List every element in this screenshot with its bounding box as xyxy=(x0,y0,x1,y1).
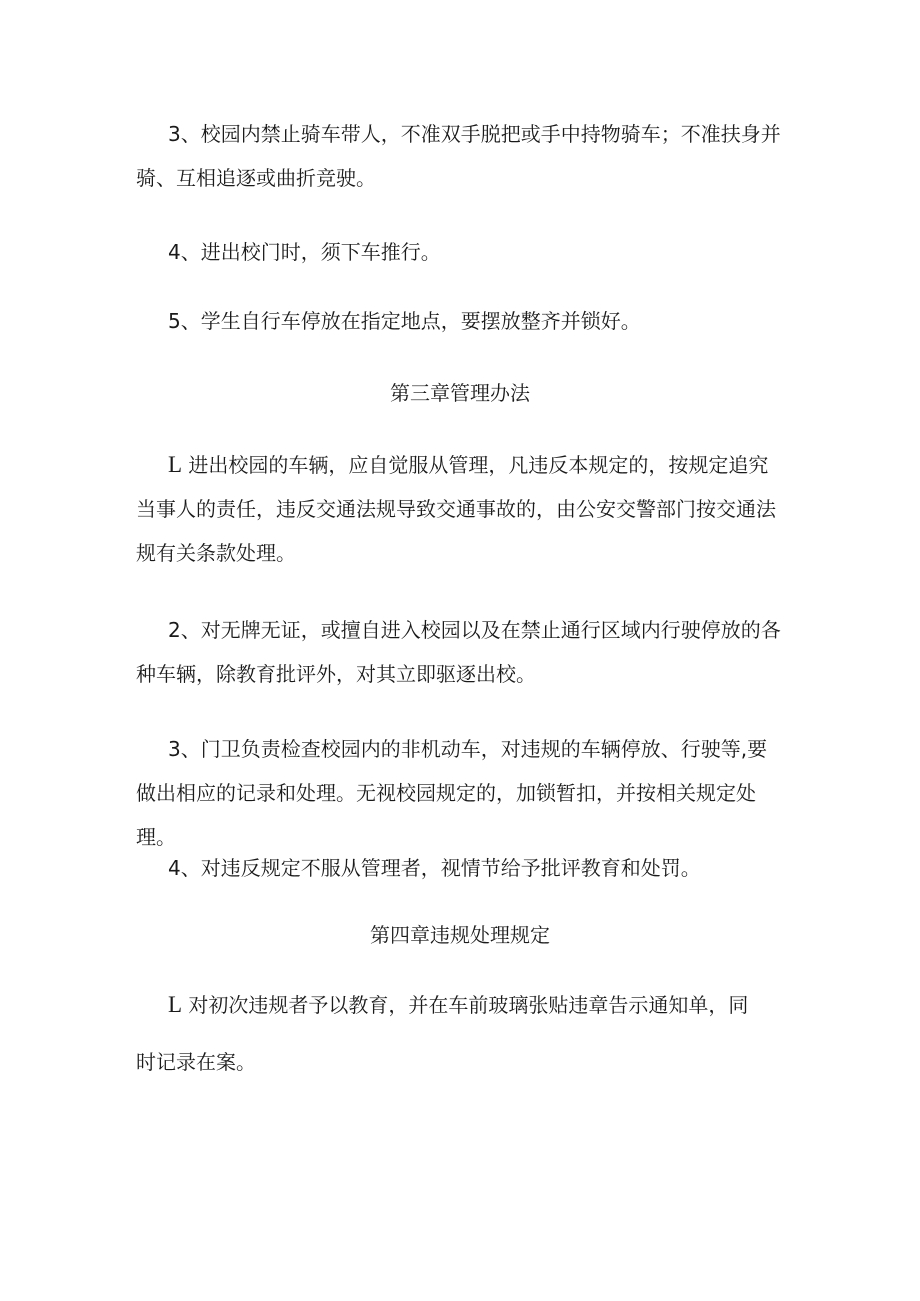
chapter4-item-1-lead: L xyxy=(168,992,183,1017)
chapter4-item-1-text: 对初次违规者予以教育，并在车前玻璃张贴违章告示通知单，同 xyxy=(188,993,749,1017)
chapter3-item-1 xyxy=(136,443,786,575)
chapter3-item-1-lead: L xyxy=(168,452,183,477)
chapter3-item-1-text: 进出校园的车辆，应自觉服从管理，凡违反本规定的，按规定追究当事人的责任，违反交通法规导致交通事故的，由公安交警部门按交通法规有关条款处理。 xyxy=(136,453,776,565)
chapter3-item-4: 4、对违反规定不服从管理者，视情节给予批评教育和处罚。 xyxy=(168,856,701,880)
chapter2-item-5: 5、学生自行车停放在指定地点，要摆放整齐并锁好。 xyxy=(168,309,641,333)
chapter4-title: 第四章违规处理规定 xyxy=(370,923,550,947)
chapter4-item-1 xyxy=(136,983,776,1027)
chapter2-item-4: 4、进出校门时，须下车推行。 xyxy=(168,240,441,264)
chapter4-item-1-continuation: 时记录在案。 xyxy=(136,1050,256,1074)
chapter2-item-3: 3、校园内禁止骑车带人，不准双手脱把或手中持物骑车；不准扶身并骑、互相追逐或曲折竞驶。 xyxy=(136,122,781,190)
chapter3-title: 第三章管理办法 xyxy=(390,381,530,405)
chapter3-item-2: 2、对无牌无证，或擅自进入校园以及在禁止通行区域内行驶停放的各种车辆，除教育批评外，对其立即驱逐出校。 xyxy=(136,618,781,686)
chapter3-item-3: 3、门卫负责检查校园内的非机动车，对违规的车辆停放、行驶等,要做出相应的记录和处理。无视校园规定的，加锁暂扣，并按相关规定处理。 xyxy=(136,737,768,849)
